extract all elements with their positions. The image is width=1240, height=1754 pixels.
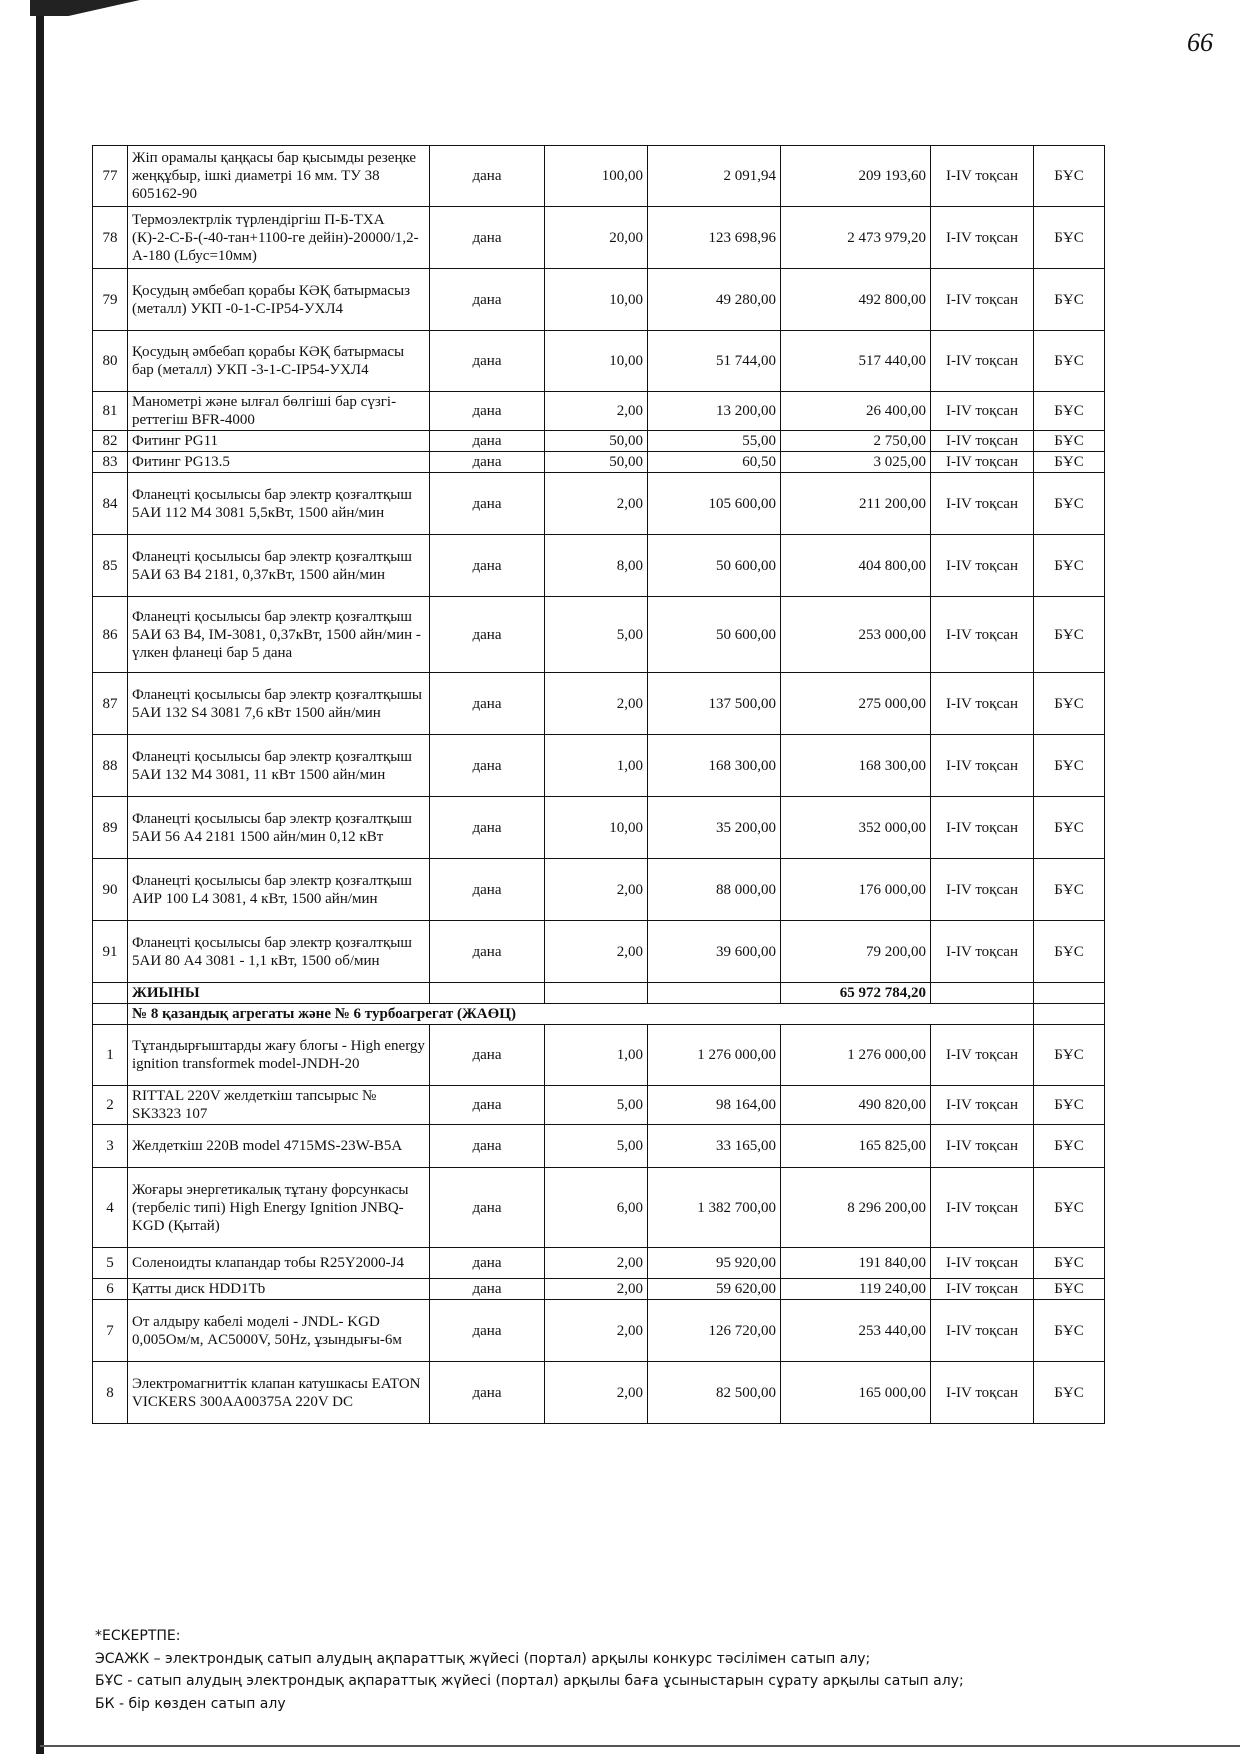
total-amount: 3 025,00 bbox=[781, 452, 931, 473]
row-number: 89 bbox=[93, 797, 128, 859]
quantity: 5,00 bbox=[545, 1086, 648, 1125]
quantity: 2,00 bbox=[545, 1279, 648, 1300]
total-amount: 165 000,00 bbox=[781, 1362, 931, 1424]
delivery-period: I-IV тоқсан bbox=[931, 392, 1034, 431]
total-amount: 352 000,00 bbox=[781, 797, 931, 859]
row-number: 88 bbox=[93, 735, 128, 797]
quantity: 2,00 bbox=[545, 859, 648, 921]
total-amount: 490 820,00 bbox=[781, 1086, 931, 1125]
row-number: 5 bbox=[93, 1248, 128, 1279]
item-description: Термоэлектрлік түрлендіргіш П-Б-ТХА (К)-2-С-Б-(-40-тан+1100-ге дейін)-20000/1,2-А-180 (Lбус=10мм) bbox=[128, 207, 430, 269]
delivery-period: I-IV тоқсан bbox=[931, 1362, 1034, 1424]
item-description: Жоғары энергетикалық тұтану форсункасы (тербеліс типі) High Energy Ignition JNBQ-KGD (Қытай) bbox=[128, 1168, 430, 1248]
procurement-method: БҰС bbox=[1034, 331, 1105, 392]
table-row bbox=[93, 1362, 1105, 1424]
unit: дана bbox=[430, 207, 545, 269]
delivery-period: I-IV тоқсан bbox=[931, 921, 1034, 983]
unit-price: 1 276 000,00 bbox=[648, 1025, 781, 1086]
unit-price: 105 600,00 bbox=[648, 473, 781, 535]
table-row bbox=[93, 1248, 1105, 1279]
delivery-period: I-IV тоқсан bbox=[931, 146, 1034, 207]
table-row bbox=[93, 597, 1105, 673]
quantity: 10,00 bbox=[545, 797, 648, 859]
table-row bbox=[93, 1086, 1105, 1125]
unit: дана bbox=[430, 1300, 545, 1362]
procurement-method: БҰС bbox=[1034, 673, 1105, 735]
unit: дана bbox=[430, 673, 545, 735]
row-number: 87 bbox=[93, 673, 128, 735]
total-amount: 26 400,00 bbox=[781, 392, 931, 431]
delivery-period: I-IV тоқсан bbox=[931, 1125, 1034, 1168]
note-line: БК - бір көзден сатып алу bbox=[95, 1696, 286, 1713]
quantity: 2,00 bbox=[545, 473, 648, 535]
total-amount: 2 473 979,20 bbox=[781, 207, 931, 269]
table-row bbox=[93, 921, 1105, 983]
total-amount: 79 200,00 bbox=[781, 921, 931, 983]
row-number: 78 bbox=[93, 207, 128, 269]
total-amount: 176 000,00 bbox=[781, 859, 931, 921]
section-title: № 8 қазандық агрегаты және № 6 турбоагрегат (ЖАӨЦ) bbox=[128, 1004, 1034, 1025]
table-row bbox=[93, 673, 1105, 735]
table-row bbox=[93, 859, 1105, 921]
procurement-method: БҰС bbox=[1034, 1086, 1105, 1125]
table-row bbox=[93, 331, 1105, 392]
table-row bbox=[93, 1025, 1105, 1086]
delivery-period: I-IV тоқсан bbox=[931, 597, 1034, 673]
unit-price: 123 698,96 bbox=[648, 207, 781, 269]
unit-price: 33 165,00 bbox=[648, 1125, 781, 1168]
row-number: 86 bbox=[93, 597, 128, 673]
item-description: Фланецті қосылысы бар электр қозғалтқыш 5АИ 56 А4 2181 1500 айн/мин 0,12 кВт bbox=[128, 797, 430, 859]
delivery-period: I-IV тоқсан bbox=[931, 1168, 1034, 1248]
unit: дана bbox=[430, 1279, 545, 1300]
unit: дана bbox=[430, 535, 545, 597]
item-description: Фланецті қосылысы бар электр қозғалтқыш 5АИ 63 В4 2181, 0,37кВт, 1500 айн/мин bbox=[128, 535, 430, 597]
item-description: Фланецті қосылысы бар электр қозғалтқыш 5АИ 132 М4 3081, 11 кВт 1500 айн/мин bbox=[128, 735, 430, 797]
unit-price: 2 091,94 bbox=[648, 146, 781, 207]
quantity: 5,00 bbox=[545, 1125, 648, 1168]
total-amount: 253 440,00 bbox=[781, 1300, 931, 1362]
quantity: 50,00 bbox=[545, 431, 648, 452]
unit-price: 50 600,00 bbox=[648, 597, 781, 673]
table-row bbox=[93, 392, 1105, 431]
scan-edge-bottom bbox=[40, 1745, 1240, 1747]
unit: дана bbox=[430, 921, 545, 983]
item-description: Фитинг PG11 bbox=[128, 431, 430, 452]
row-number: 2 bbox=[93, 1086, 128, 1125]
delivery-period: I-IV тоқсан bbox=[931, 1025, 1034, 1086]
item-description: Қосудың әмбебап қорабы КӘҚ батырмасыз (металл) УКП -0-1-С-IP54-УХЛ4 bbox=[128, 269, 430, 331]
procurement-method: БҰС bbox=[1034, 735, 1105, 797]
unit: дана bbox=[430, 1086, 545, 1125]
unit-price: 137 500,00 bbox=[648, 673, 781, 735]
row-number: 8 bbox=[93, 1362, 128, 1424]
scan-edge bbox=[36, 0, 44, 1754]
unit-price: 51 744,00 bbox=[648, 331, 781, 392]
item-description: Фланецті қосылысы бар электр қозғалтқыш 5АИ 80 А4 3081 - 1,1 кВт, 1500 об/мин bbox=[128, 921, 430, 983]
total-amount: 209 193,60 bbox=[781, 146, 931, 207]
empty-cell bbox=[931, 983, 1034, 1004]
unit-price: 39 600,00 bbox=[648, 921, 781, 983]
unit: дана bbox=[430, 146, 545, 207]
item-description: Жіп орамалы қаңқасы бар қысымды резеңке жеңқұбыр, ішкі диаметрі 16 мм. ТУ 38 605162-90 bbox=[128, 146, 430, 207]
section-row bbox=[93, 1004, 1105, 1025]
procurement-method: БҰС bbox=[1034, 535, 1105, 597]
item-description: Соленоидты клапандар тобы R25Y2000-J4 bbox=[128, 1248, 430, 1279]
scan-corner bbox=[30, 0, 140, 16]
delivery-period: I-IV тоқсан bbox=[931, 735, 1034, 797]
total-amount: 119 240,00 bbox=[781, 1279, 931, 1300]
quantity: 2,00 bbox=[545, 1362, 648, 1424]
table-row bbox=[93, 1300, 1105, 1362]
notes bbox=[95, 1625, 1215, 1716]
total-amount: 404 800,00 bbox=[781, 535, 931, 597]
unit: дана bbox=[430, 392, 545, 431]
procurement-table-wrapper bbox=[92, 145, 1104, 1424]
procurement-method: БҰС bbox=[1034, 1279, 1105, 1300]
procurement-method: БҰС bbox=[1034, 146, 1105, 207]
procurement-method: БҰС bbox=[1034, 1248, 1105, 1279]
unit: дана bbox=[430, 452, 545, 473]
item-description: Фланецті қосылысы бар электр қозғалтқыш 5АИ 63 В4, IM-3081, 0,37кВт, 1500 айн/мин - үлкен фланеці бар 5 дана bbox=[128, 597, 430, 673]
procurement-method: БҰС bbox=[1034, 859, 1105, 921]
quantity: 10,00 bbox=[545, 269, 648, 331]
delivery-period: I-IV тоқсан bbox=[931, 269, 1034, 331]
row-number: 4 bbox=[93, 1168, 128, 1248]
unit-price: 98 164,00 bbox=[648, 1086, 781, 1125]
delivery-period: I-IV тоқсан bbox=[931, 535, 1034, 597]
delivery-period: I-IV тоқсан bbox=[931, 331, 1034, 392]
item-description: Манометрі және ылғал бөлгіші бар сүзгі-реттегіш BFR-4000 bbox=[128, 392, 430, 431]
table-row bbox=[93, 535, 1105, 597]
row-number: 83 bbox=[93, 452, 128, 473]
item-description: От алдыру кабелі моделі - JNDL- KGD 0,005Ом/м, AC5000V, 50Hz, ұзындығы-6м bbox=[128, 1300, 430, 1362]
delivery-period: I-IV тоқсан bbox=[931, 673, 1034, 735]
quantity: 10,00 bbox=[545, 331, 648, 392]
procurement-method: БҰС bbox=[1034, 597, 1105, 673]
item-description: Электромагниттік клапан катушкасы EATON VICKERS 300AA00375A 220V DC bbox=[128, 1362, 430, 1424]
empty-cell bbox=[93, 983, 128, 1004]
table-row bbox=[93, 431, 1105, 452]
unit-price: 35 200,00 bbox=[648, 797, 781, 859]
quantity: 100,00 bbox=[545, 146, 648, 207]
total-amount: 165 825,00 bbox=[781, 1125, 931, 1168]
grand-total: 65 972 784,20 bbox=[781, 983, 931, 1004]
unit: дана bbox=[430, 1025, 545, 1086]
unit-price: 60,50 bbox=[648, 452, 781, 473]
item-description: Фланецті қосылысы бар электр қозғалтқыш АИР 100 L4 3081, 4 кВт, 1500 айн/мин bbox=[128, 859, 430, 921]
row-number: 85 bbox=[93, 535, 128, 597]
total-row bbox=[93, 983, 1105, 1004]
unit-price: 49 280,00 bbox=[648, 269, 781, 331]
procurement-method: БҰС bbox=[1034, 797, 1105, 859]
quantity: 1,00 bbox=[545, 1025, 648, 1086]
total-amount: 253 000,00 bbox=[781, 597, 931, 673]
row-number: 81 bbox=[93, 392, 128, 431]
item-description: Фитинг PG13.5 bbox=[128, 452, 430, 473]
note-line: БҰС - сатып алудың электрондық ақпараттық жүйесі (портал) арқылы баға ұсыныстарын сұрату арқылы сатып алу; bbox=[95, 1673, 964, 1690]
item-description: Қосудың әмбебап қорабы КӘҚ батырмасы бар (металл) УКП -3-1-С-IP54-УХЛ4 bbox=[128, 331, 430, 392]
unit-price: 59 620,00 bbox=[648, 1279, 781, 1300]
unit: дана bbox=[430, 735, 545, 797]
table-row bbox=[93, 473, 1105, 535]
unit: дана bbox=[430, 1168, 545, 1248]
item-description: Тұтандырғыштарды жағу блогы - High energy ignition transformek model-JNDH-20 bbox=[128, 1025, 430, 1086]
procurement-method: БҰС bbox=[1034, 452, 1105, 473]
procurement-method: БҰС bbox=[1034, 269, 1105, 331]
unit-price: 50 600,00 bbox=[648, 535, 781, 597]
quantity: 2,00 bbox=[545, 673, 648, 735]
quantity: 50,00 bbox=[545, 452, 648, 473]
procurement-method: БҰС bbox=[1034, 1300, 1105, 1362]
procurement-method: БҰС bbox=[1034, 1362, 1105, 1424]
unit: дана bbox=[430, 1248, 545, 1279]
quantity: 2,00 bbox=[545, 921, 648, 983]
procurement-method: БҰС bbox=[1034, 392, 1105, 431]
unit: дана bbox=[430, 269, 545, 331]
unit: дана bbox=[430, 859, 545, 921]
empty-cell bbox=[93, 1004, 128, 1025]
delivery-period: I-IV тоқсан bbox=[931, 1086, 1034, 1125]
total-label: ЖИЫНЫ bbox=[128, 983, 430, 1004]
unit-price: 126 720,00 bbox=[648, 1300, 781, 1362]
row-number: 77 bbox=[93, 146, 128, 207]
quantity: 2,00 bbox=[545, 392, 648, 431]
total-amount: 517 440,00 bbox=[781, 331, 931, 392]
total-amount: 8 296 200,00 bbox=[781, 1168, 931, 1248]
item-description: Қатты диск HDD1Tb bbox=[128, 1279, 430, 1300]
total-amount: 492 800,00 bbox=[781, 269, 931, 331]
unit: дана bbox=[430, 797, 545, 859]
unit-price: 13 200,00 bbox=[648, 392, 781, 431]
row-number: 91 bbox=[93, 921, 128, 983]
page-number: 66 bbox=[1187, 28, 1213, 57]
procurement-method: БҰС bbox=[1034, 1025, 1105, 1086]
quantity: 2,00 bbox=[545, 1300, 648, 1362]
row-number: 84 bbox=[93, 473, 128, 535]
empty-cell bbox=[648, 983, 781, 1004]
table-row bbox=[93, 146, 1105, 207]
unit: дана bbox=[430, 431, 545, 452]
quantity: 2,00 bbox=[545, 1248, 648, 1279]
empty-cell bbox=[1034, 983, 1105, 1004]
row-number: 80 bbox=[93, 331, 128, 392]
table-body bbox=[93, 146, 1105, 1424]
empty-cell bbox=[430, 983, 545, 1004]
delivery-period: I-IV тоқсан bbox=[931, 473, 1034, 535]
table-row bbox=[93, 1168, 1105, 1248]
item-description: Фланецті қосылысы бар электр қозғалтқыш 5АИ 112 М4 3081 5,5кВт, 1500 айн/мин bbox=[128, 473, 430, 535]
delivery-period: I-IV тоқсан bbox=[931, 1300, 1034, 1362]
procurement-method: БҰС bbox=[1034, 921, 1105, 983]
row-number: 7 bbox=[93, 1300, 128, 1362]
row-number: 1 bbox=[93, 1025, 128, 1086]
unit-price: 168 300,00 bbox=[648, 735, 781, 797]
delivery-period: I-IV тоқсан bbox=[931, 797, 1034, 859]
unit: дана bbox=[430, 1362, 545, 1424]
quantity: 6,00 bbox=[545, 1168, 648, 1248]
unit-price: 1 382 700,00 bbox=[648, 1168, 781, 1248]
delivery-period: I-IV тоқсан bbox=[931, 207, 1034, 269]
delivery-period: I-IV тоқсан bbox=[931, 452, 1034, 473]
procurement-method: БҰС bbox=[1034, 431, 1105, 452]
table-row bbox=[93, 1125, 1105, 1168]
note-line: ЭСАЖК – электрондық сатып алудың ақпараттық жүйесі (портал) арқылы конкурс тәсілімен сатып алу; bbox=[95, 1650, 871, 1667]
quantity: 1,00 bbox=[545, 735, 648, 797]
quantity: 5,00 bbox=[545, 597, 648, 673]
item-description: Фланецті қосылысы бар электр қозғалтқышы 5АИ 132 S4 3081 7,6 кВт 1500 айн/мин bbox=[128, 673, 430, 735]
row-number: 82 bbox=[93, 431, 128, 452]
delivery-period: I-IV тоқсан bbox=[931, 431, 1034, 452]
total-amount: 2 750,00 bbox=[781, 431, 931, 452]
table-row bbox=[93, 735, 1105, 797]
unit-price: 88 000,00 bbox=[648, 859, 781, 921]
delivery-period: I-IV тоқсан bbox=[931, 1279, 1034, 1300]
procurement-method: БҰС bbox=[1034, 1168, 1105, 1248]
table-row bbox=[93, 207, 1105, 269]
delivery-period: I-IV тоқсан bbox=[931, 1248, 1034, 1279]
empty-cell bbox=[1034, 1004, 1105, 1025]
procurement-method: БҰС bbox=[1034, 473, 1105, 535]
table-row bbox=[93, 1279, 1105, 1300]
row-number: 90 bbox=[93, 859, 128, 921]
quantity: 8,00 bbox=[545, 535, 648, 597]
total-amount: 275 000,00 bbox=[781, 673, 931, 735]
unit-price: 82 500,00 bbox=[648, 1362, 781, 1424]
row-number: 6 bbox=[93, 1279, 128, 1300]
unit: дана bbox=[430, 1125, 545, 1168]
notes-title: *ЕСКЕРТПЕ: bbox=[95, 1628, 181, 1644]
empty-cell bbox=[545, 983, 648, 1004]
item-description: Желдеткіш 220В model 4715MS-23W-B5A bbox=[128, 1125, 430, 1168]
unit-price: 55,00 bbox=[648, 431, 781, 452]
unit: дана bbox=[430, 331, 545, 392]
unit-price: 95 920,00 bbox=[648, 1248, 781, 1279]
total-amount: 191 840,00 bbox=[781, 1248, 931, 1279]
table-row bbox=[93, 269, 1105, 331]
unit: дана bbox=[430, 473, 545, 535]
delivery-period: I-IV тоқсан bbox=[931, 859, 1034, 921]
item-description: RITTAL 220V желдеткіш тапсырыс № SK3323 107 bbox=[128, 1086, 430, 1125]
procurement-table bbox=[92, 145, 1105, 1424]
total-amount: 1 276 000,00 bbox=[781, 1025, 931, 1086]
row-number: 79 bbox=[93, 269, 128, 331]
total-amount: 211 200,00 bbox=[781, 473, 931, 535]
quantity: 20,00 bbox=[545, 207, 648, 269]
procurement-method: БҰС bbox=[1034, 1125, 1105, 1168]
table-row bbox=[93, 452, 1105, 473]
procurement-method: БҰС bbox=[1034, 207, 1105, 269]
row-number: 3 bbox=[93, 1125, 128, 1168]
unit: дана bbox=[430, 597, 545, 673]
total-amount: 168 300,00 bbox=[781, 735, 931, 797]
table-row bbox=[93, 797, 1105, 859]
